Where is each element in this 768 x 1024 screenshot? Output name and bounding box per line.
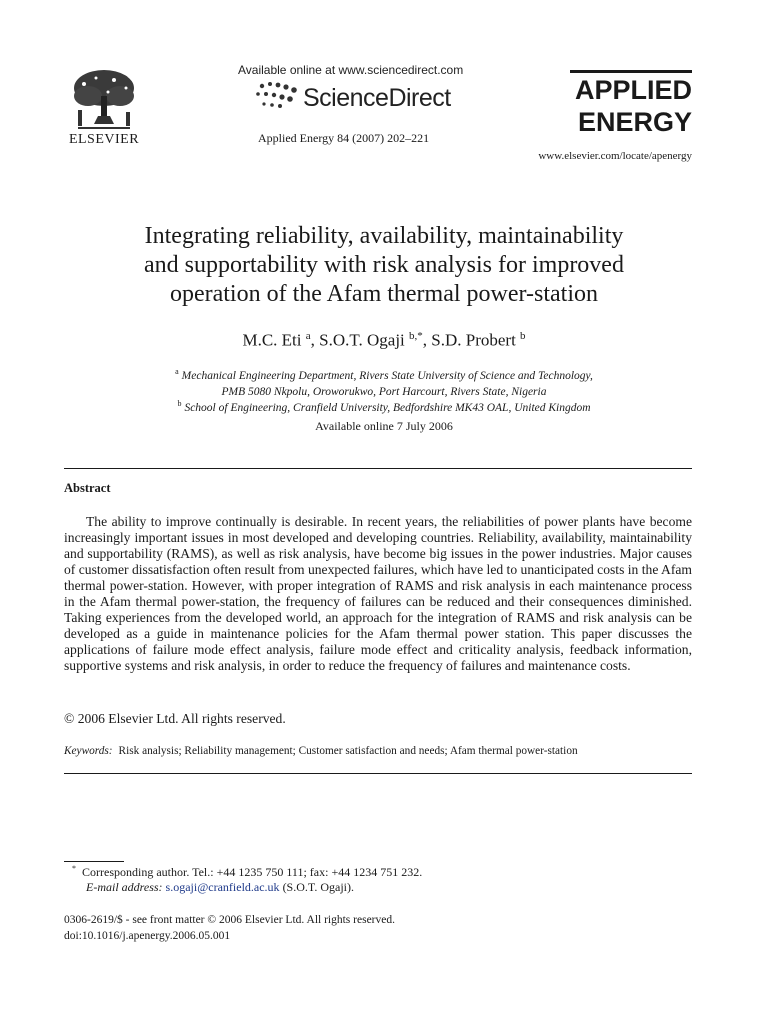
affiliation-b xyxy=(64,396,704,416)
email-link[interactable]: s.ogaji@cranfield.ac.uk xyxy=(165,880,280,894)
publisher-name: ELSEVIER xyxy=(68,132,140,147)
author-name: M.C. Eti xyxy=(242,330,302,350)
sciencedirect-dots-icon xyxy=(252,80,300,112)
article-title xyxy=(40,222,728,309)
journal-reference: Applied Energy 84 (2007) 202–221 xyxy=(258,131,430,145)
affiliation-mark: a xyxy=(175,367,179,376)
author-affiliation-mark: a xyxy=(305,330,311,342)
issn-line: 0306-2619/$ - see front matter © 2006 Elsevier Ltd. All rights reserved. xyxy=(64,914,395,926)
divider-bottom xyxy=(64,773,692,774)
author-name: S.D. Probert xyxy=(431,330,516,350)
keywords xyxy=(64,745,704,757)
journal-logo-line2: ENERGY xyxy=(577,107,692,137)
corresponding-author-note xyxy=(72,864,422,880)
abstract-body xyxy=(64,514,692,674)
abstract-copyright: © 2006 Elsevier Ltd. All rights reserved. xyxy=(64,711,286,726)
journal-url[interactable]: www.elsevier.com/locate/apenergy xyxy=(538,150,692,162)
journal-logo-line1: APPLIED xyxy=(574,75,692,105)
email-owner: (S.O.T. Ogaji). xyxy=(282,880,354,894)
email-label: E-mail address: xyxy=(86,880,163,894)
doi-line[interactable]: doi:10.1016/j.apenergy.2006.05.001 xyxy=(64,930,231,942)
title-line: Integrating reliability, availability, maintainability xyxy=(144,223,624,249)
keywords-label: Keywords: xyxy=(64,745,113,757)
author-name: S.O.T. Ogaji xyxy=(319,330,405,350)
author-affiliation-mark: b,* xyxy=(409,330,423,342)
affiliation-mark: b xyxy=(177,399,182,408)
abstract-heading: Abstract xyxy=(64,481,111,495)
author-list: M.C. Eti $^a$, S.O.T. Ogaji $^{b,*}$, S.D. Probert $^b$ xyxy=(242,330,526,350)
affiliation-line: PMB 5080 Nkpolu, Oroworukwo, Port Harcourt, Rivers State, Nigeria xyxy=(221,385,547,398)
abstract-text: The ability to improve continually is desirable. In recent years, the reliabilities of power plants have become increasingly important issues in most developed and developing countries. Reliability, availability, maintainability and supportability (RAMS), as well as risk analysis, have become big issues in the power industries. Major causes of customer dissatisfaction often result from unexpected failures, which have led to unanticipated costs in the Afam thermal power-station. However, with proper integration of RAMS and risk analysis in each maintenance process in the Afam thermal power-station, the frequency of failures can be reduced and their consequences diminished. Taking experiences from the developed world, an approach for the integration of RAMS and risk analysis can be developed as a guide in maintenance policies for the Afam thermal power station. This paper discusses the applications of failure mode effect analysis, failure mode effect and criticality analysis, feedback information, supportive systems and risk analysis, in order to reduce the frequency of failures and maintenance costs. xyxy=(64,514,692,673)
keywords-text: Risk analysis; Reliability management; Customer satisfaction and needs; Afam thermal power-station xyxy=(118,745,578,757)
available-online-date: Available online 7 July 2006 xyxy=(315,419,453,433)
sciencedirect-availability[interactable]: Available online at www.sciencedirect.com xyxy=(238,63,464,77)
email-note xyxy=(86,880,354,895)
divider-top xyxy=(64,468,692,469)
affiliation-a xyxy=(64,364,704,400)
affiliation-line: Mechanical Engineering Department, Rivers State University of Science and Technology, xyxy=(181,369,593,382)
title-line: operation of the Afam thermal power-station xyxy=(169,281,599,307)
sciencedirect-wordmark: ScienceDirect xyxy=(303,84,451,112)
corresponding-author-text: Corresponding author. Tel.: +44 1235 750 111; fax: +44 1234 751 232. xyxy=(82,865,423,879)
journal-logo-rule xyxy=(570,70,692,73)
author-affiliation-mark: b xyxy=(520,330,526,342)
footnote-rule xyxy=(64,861,124,862)
affiliation-line: School of Engineering, Cranfield University, Bedfordshire MK43 OAL, United Kingdom xyxy=(184,401,591,414)
title-line: and supportability with risk analysis for improved xyxy=(144,252,624,278)
footnote-marker: * xyxy=(72,864,76,873)
